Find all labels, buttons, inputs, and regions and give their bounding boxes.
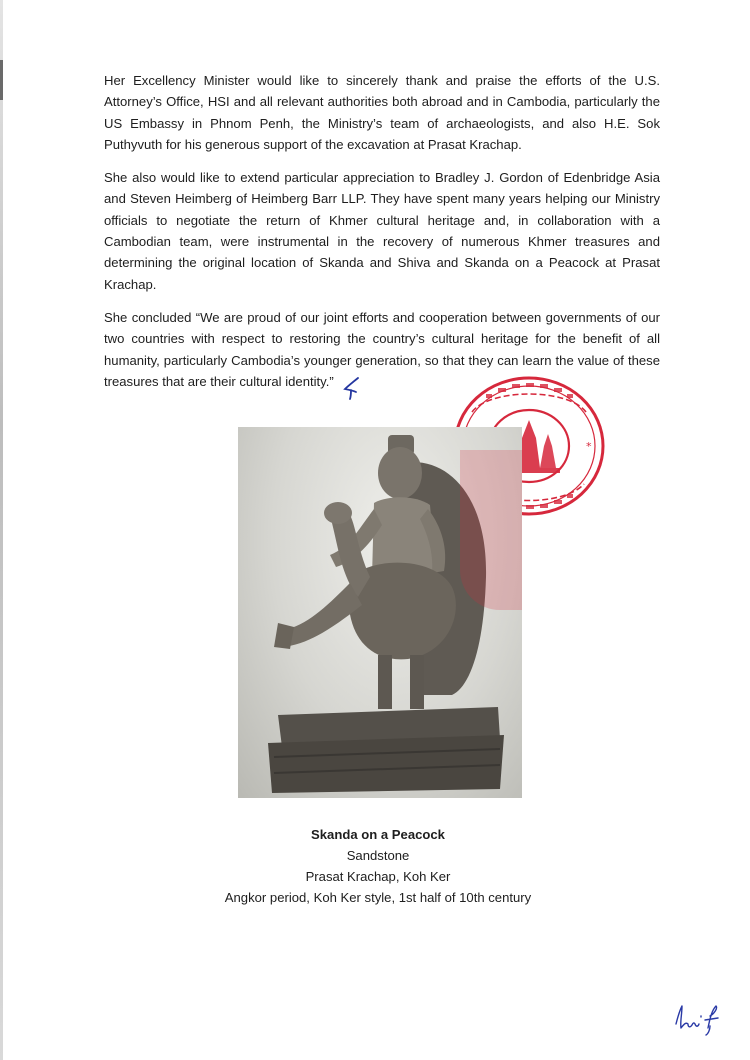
letter-body (104, 70, 660, 404)
paragraph-appreciation: She also would like to extend particular appreciation to Bradley J. Gordon of Edenbridge Asia and Steven Heimberg of Heimberg Barr LLP. They have spent many years helping our Ministry officials to negotiate the return of Khmer cultural heritage and, in collaboration with a Cambodian team, were instrumental in the recovery of numerous Khmer treasures and determining the original location of Skanda and Shiva and Skanda on a Peacock at Prasat Krachap. (104, 170, 660, 292)
caption-location: Prasat Krachap, Koh Ker (305, 869, 451, 884)
figure-caption (188, 824, 568, 908)
scan-edge-mark (0, 60, 3, 100)
caption-material: Sandstone (346, 848, 410, 863)
statue-photo (238, 427, 522, 798)
signature-initials-icon (672, 1002, 722, 1036)
scan-edge (0, 0, 3, 1060)
svg-text:*: * (586, 440, 592, 453)
caption-title: Skanda on a Peacock (311, 827, 445, 842)
seal-overlap (460, 450, 522, 610)
handwritten-check-icon (342, 375, 364, 401)
paragraph-conclusion: She concluded “We are proud of our joint efforts and cooperation between governments of our two countries with respect to restoring the country’s cultural heritage for the benefit of all humanity, particularly Cambodia’s younger generation, so that they can learn the value of these treasures that are their cultural identity.” (104, 309, 660, 389)
caption-period: Angkor period, Koh Ker style, 1st half of 10th century (224, 890, 532, 905)
paragraph-thanks: Her Excellency Minister would like to sincerely thank and praise the efforts of the U.S. Attorney’s Office, HSI and all relevant authorities both abroad and in Cambodia, particularly the US Embassy in Phnom Penh, the Ministry’s team of archaeologists, and also H.E. Sok Puthyvuth for his generous support of the excavation at Prasat Krachap. (104, 73, 660, 152)
